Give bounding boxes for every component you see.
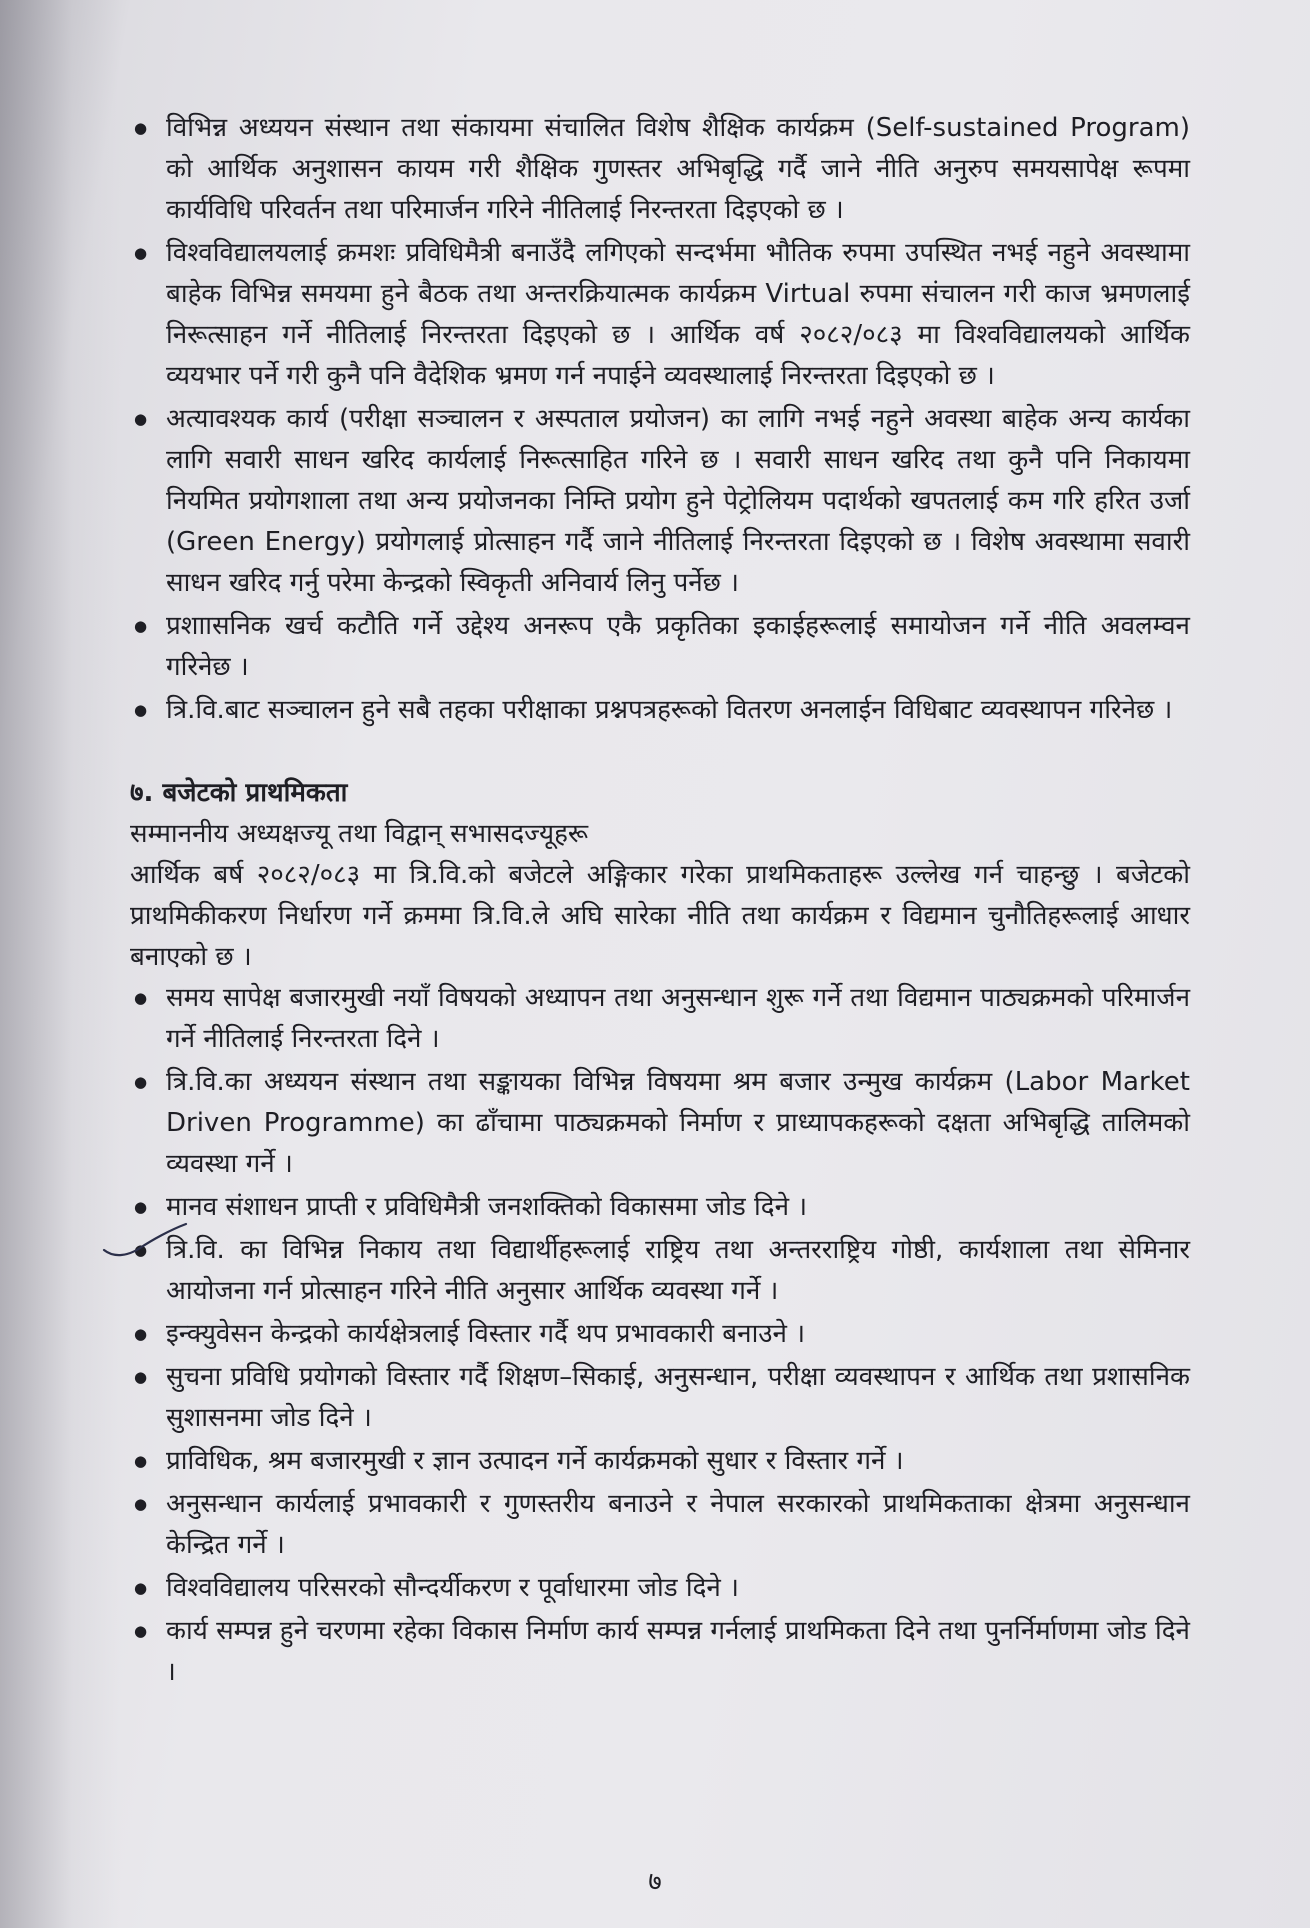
list-item: ● प्राविधिक, श्रम बजारमुखी र ज्ञान उत्पादन गर्ने कार्यक्रमको सुधार र विस्तार गर्ने । (130, 1441, 1190, 1482)
list-item: ● कार्य सम्पन्न हुने चरणमा रहेका विकास निर्माण कार्य सम्पन्न गर्नलाई प्राथमिकता दिने तथा पुनर्निर्माणमा जोड दिने । (130, 1611, 1190, 1693)
section-heading: ७. बजेटको प्राथमिकता (130, 778, 348, 808)
salutation: सम्माननीय अध्यक्षज्यू तथा विद्वान् सभासदज्यूहरू (130, 819, 589, 849)
page-fold-shadow (0, 0, 120, 1928)
intro-paragraph: आर्थिक बर्ष २०८२/०८३ मा त्रि.वि.को बजेटले अङ्गिकार गरेका प्राथमिकताहरू उल्लेख गर्न चाहन्छु । बजेटको प्राथमिकीकरण निर्धारण गर्ने क्रममा त्रि.वि.ले अघि सारेका नीति तथा कार्यक्रम र विद्यमान चुनौतिहरूलाई आधार बनाएको छ । (130, 860, 1190, 972)
section-spacer (130, 733, 1190, 773)
top-bullet-list (130, 108, 1190, 731)
handwritten-tick-icon (100, 1220, 190, 1260)
list-item: ● अत्यावश्यक कार्य (परीक्षा सञ्चालन र अस्पताल प्रयोजन) का लागि नभई नहुने अवस्था बाहेक अन्य कार्यका लागि सवारी साधन खरिद कार्यलाई निरूत्साहित गरिने छ । सवारी साधन खरिद तथा कुनै पनि निकायमा नियमित प्रयोगशाला तथा अन्य प्रयोजनका निम्ति प्रयोग हुने पेट्रोलियम पदार्थको खपतलाई कम गरि हरित उर्जा (Green Energy) प्रयोगलाई प्रोत्साहन गर्दै जाने नीतिलाई निरन्तरता दिइएको छ । विशेष अवस्थामा सवारी साधन खरिद गर्नु परेमा केन्द्रको स्विकृती अनिवार्य लिनु पर्नेछ । (130, 399, 1190, 604)
list-item: ● प्रशाासनिक खर्च कटौति गर्ने उद्देश्य अनरूप एकै प्रकृतिका इकाईहरूलाई समायोजन गर्ने नीति अवलम्वन गरिनेछ । (130, 606, 1190, 688)
page-number: ७ (648, 1867, 662, 1897)
list-item: ● त्रि.वि. का विभिन्न निकाय तथा विद्यार्थीहरूलाई राष्ट्रिय तथा अन्तरराष्ट्रिय गोष्ठी, कार्यशाला तथा सेमिनार आयोजना गर्न प्रोत्साहन गरिने नीति अनुसार आर्थिक व्यवस्था गर्ने । (130, 1230, 1190, 1312)
list-item: ● विभिन्न अध्ययन संस्थान तथा संकायमा संचालित विशेष शैक्षिक कार्यक्रम (Self-sustained Program) को आर्थिक अनुशासन कायम गरी शैक्षिक गुणस्तर अभिबृद्धि गर्दै जाने नीति अनुरुप समयसापेक्ष रूपमा कार्यविधि परिवर्तन तथा परिमार्जन गरिने नीतिलाई निरन्तरता दिइएको छ । (130, 108, 1190, 231)
list-item: ● समय सापेक्ष बजारमुखी नयाँ विषयको अध्यापन तथा अनुसन्धान शुरू गर्ने तथा विद्यमान पाठ्यक्रमको परिमार्जन गर्ने नीतिलाई निरन्तरता दिने । (130, 978, 1190, 1060)
list-item: ● इन्क्युवेसन केन्द्रको कार्यक्षेत्रलाई विस्तार गर्दै थप प्रभावकारी बनाउने । (130, 1314, 1190, 1355)
list-item: ● मानव संशाधन प्राप्ती र प्रविधिमैत्री जनशक्तिको विकासमा जोड दिने । (130, 1187, 1190, 1228)
list-item: ● सुचना प्रविधि प्रयोगको विस्तार गर्दै शिक्षण–सिकाई, अनुसन्धान, परीक्षा व्यवस्थापन र आर्थिक तथा प्रशासनिक सुशासनमा जोड दिने । (130, 1357, 1190, 1439)
list-item: ● विश्वविद्यालय परिसरको सौन्दर्यीकरण र पूर्वाधारमा जोड दिने । (130, 1568, 1190, 1609)
list-item: ● अनुसन्धान कार्यलाई प्रभावकारी र गुणस्तरीय बनाउने र नेपाल सरकारको प्राथमिकताका क्षेत्रमा अनुसन्धान केन्द्रित गर्ने । (130, 1484, 1190, 1566)
list-item: ● त्रि.वि.बाट सञ्चालन हुने सबै तहका परीक्षाका प्रश्नपत्रहरूको वितरण अनलाईन विधिबाट व्यवस्थापन गरिनेछ । (130, 690, 1190, 731)
page-content (130, 108, 1190, 1695)
priority-bullet-list (130, 978, 1190, 1693)
list-item: ● विश्वविद्यालयलाई क्रमशः प्रविधिमैत्री बनाउँदै लगिएको सन्दर्भमा भौतिक रुपमा उपस्थित नभई नहुने अवस्थामा बाहेक विभिन्न समयमा हुने बैठक तथा अन्तरक्रियात्मक कार्यक्रम Virtual रुपमा संचालन गरी काज भ्रमणलाई निरूत्साहन गर्ने नीतिलाई निरन्तरता दिइएको छ । आर्थिक वर्ष २०८२/०८३ मा विश्वविद्यालयको आर्थिक व्ययभार पर्ने गरी कुनै पनि वैदेशिक भ्रमण गर्न नपाईने व्यवस्थालाई निरन्तरता दिइएको छ । (130, 233, 1190, 397)
list-item: ● त्रि.वि.का अध्ययन संस्थान तथा सङ्कायका विभिन्न विषयमा श्रम बजार उन्मुख कार्यक्रम (Labor Market Driven Programme) का ढाँचामा पाठ्यक्रमको निर्माण र प्राध्यापकहरूको दक्षता अभिबृद्धि तालिमको व्यवस्था गर्ने । (130, 1062, 1190, 1185)
